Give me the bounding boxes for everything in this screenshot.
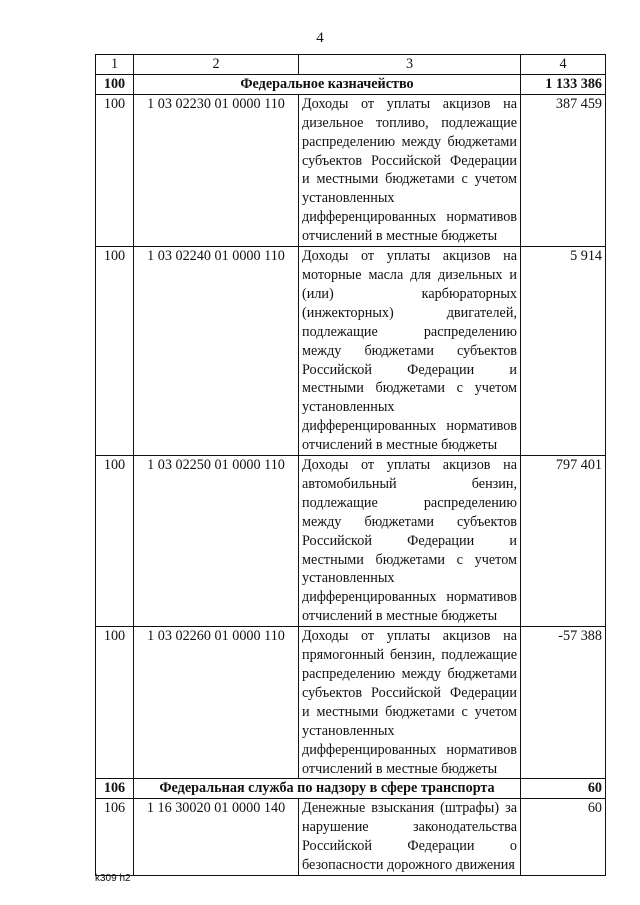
kbk-code: 1 16 30020 01 0000 140 bbox=[134, 799, 299, 876]
header-row bbox=[96, 55, 606, 75]
table-row bbox=[96, 94, 606, 246]
page-number: 4 bbox=[316, 30, 324, 46]
header-col-1: 1 bbox=[96, 55, 134, 75]
table-row bbox=[96, 247, 606, 456]
section-row bbox=[96, 779, 606, 799]
admin-code: 100 bbox=[96, 247, 134, 456]
header-col-2: 2 bbox=[134, 55, 299, 75]
header-col-3: 3 bbox=[299, 55, 521, 75]
revenue-description: Доходы от уплаты акцизов на моторные масла для дизельных и (или) карбюраторных (инжекторных) двигателей, подлежащие распределению между бюджетами субъектов Российской Федерации и местными бюджетами с учетом установленных дифференцированных нормативов отчислений в местные бюджеты bbox=[299, 247, 521, 456]
table-body bbox=[96, 74, 606, 875]
kbk-code: 1 03 02240 01 0000 110 bbox=[134, 247, 299, 456]
section-total: 1 133 386 bbox=[521, 74, 606, 94]
section-code: 106 bbox=[96, 779, 134, 799]
revenue-table bbox=[95, 54, 606, 876]
section-row bbox=[96, 74, 606, 94]
section-total: 60 bbox=[521, 779, 606, 799]
admin-code: 100 bbox=[96, 94, 134, 246]
revenue-description: Доходы от уплаты акцизов на прямогонный бензин, подлежащие распределению между бюджетами субъектов Российской Федерации и местными бюджетами с учетом установленных дифференцированных нормативов отчислений в местные бюджеты bbox=[299, 627, 521, 779]
section-title: Федеральное казначейство bbox=[134, 74, 521, 94]
revenue-description: Доходы от уплаты акцизов на дизельное топливо, подлежащие распределению между бюджетами субъектов Российской Федерации и местными бюджетами с учетом установленных дифференцированных нормативов отчислений в местные бюджеты bbox=[299, 94, 521, 246]
admin-code: 100 bbox=[96, 456, 134, 627]
admin-code: 100 bbox=[96, 627, 134, 779]
section-code: 100 bbox=[96, 74, 134, 94]
table-row bbox=[96, 456, 606, 627]
kbk-code: 1 03 02260 01 0000 110 bbox=[134, 627, 299, 779]
revenue-description: Доходы от уплаты акцизов на автомобильный бензин, подлежащие распределению между бюджетами субъектов Российской Федерации и местными бюджетами с учетом установленных дифференцированных нормативов отчислений в местные бюджеты bbox=[299, 456, 521, 627]
header-col-4: 4 bbox=[521, 55, 606, 75]
table-row bbox=[96, 799, 606, 876]
revenue-amount: 60 bbox=[521, 799, 606, 876]
kbk-code: 1 03 02250 01 0000 110 bbox=[134, 456, 299, 627]
kbk-code: 1 03 02230 01 0000 110 bbox=[134, 94, 299, 246]
admin-code: 106 bbox=[96, 799, 134, 876]
revenue-description: Денежные взыскания (штрафы) за нарушение законодательства Российской Федерации о безопасности дорожного движения bbox=[299, 799, 521, 876]
revenue-amount: -57 388 bbox=[521, 627, 606, 779]
section-title: Федеральная служба по надзору в сфере транспорта bbox=[134, 779, 521, 799]
revenue-amount: 387 459 bbox=[521, 94, 606, 246]
revenue-amount: 797 401 bbox=[521, 456, 606, 627]
footer-code: k309 h2 bbox=[95, 873, 131, 884]
table-header bbox=[96, 55, 606, 75]
table-row bbox=[96, 627, 606, 779]
revenue-amount: 5 914 bbox=[521, 247, 606, 456]
